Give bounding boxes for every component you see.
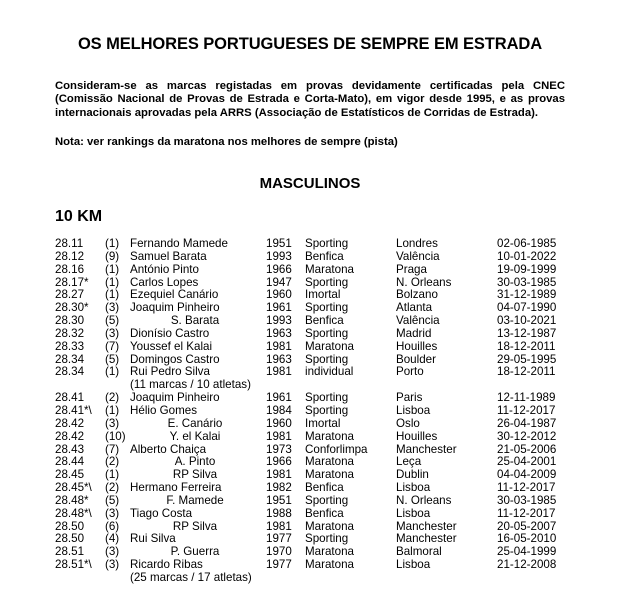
club-cell: individual bbox=[305, 365, 354, 379]
table-row bbox=[0, 251, 620, 264]
club-cell: Imortal bbox=[305, 416, 341, 430]
birth-year-cell: 1966 bbox=[266, 262, 292, 276]
date-cell: 30-12-2012 bbox=[497, 429, 557, 443]
date-cell: 25-04-2001 bbox=[497, 455, 557, 469]
place-cell: N. Orleans bbox=[396, 493, 452, 507]
club-cell: Maratona bbox=[305, 429, 354, 443]
mark-cell: 28.41*\ bbox=[55, 403, 92, 417]
position-cell: (6) bbox=[105, 519, 120, 533]
position-cell: (3) bbox=[105, 326, 120, 340]
position-cell: (5) bbox=[105, 314, 120, 328]
place-cell: Balmoral bbox=[396, 545, 442, 559]
place-cell: Praga bbox=[396, 262, 427, 276]
athlete-name-cell: Youssef el Kalai bbox=[130, 339, 213, 353]
position-cell: (5) bbox=[105, 493, 120, 507]
position-cell: (3) bbox=[105, 558, 120, 572]
club-cell: Sporting bbox=[305, 352, 349, 366]
table-row bbox=[0, 264, 620, 277]
birth-year-cell: 1961 bbox=[266, 391, 292, 405]
club-cell: Sporting bbox=[305, 301, 349, 315]
athlete-name-cell: RP Silva bbox=[172, 519, 218, 533]
club-cell: Sporting bbox=[305, 326, 349, 340]
birth-year-cell: 1981 bbox=[266, 339, 292, 353]
mark-cell: 28.44 bbox=[55, 455, 85, 469]
position-cell: (4) bbox=[105, 532, 120, 546]
mark-cell: 28.48* bbox=[55, 493, 89, 507]
place-cell: Leça bbox=[396, 455, 422, 469]
birth-year-cell: 1951 bbox=[266, 493, 292, 507]
position-cell: (3) bbox=[105, 506, 120, 520]
date-cell: 02-06-1985 bbox=[497, 237, 557, 250]
date-cell: 30-03-1985 bbox=[497, 493, 557, 507]
mark-cell: 28.12 bbox=[55, 249, 85, 263]
club-cell: Maratona bbox=[305, 558, 354, 572]
date-cell: 31-12-1989 bbox=[497, 288, 557, 302]
mark-cell: 28.41 bbox=[55, 391, 85, 405]
date-cell: 16-05-2010 bbox=[497, 532, 557, 546]
rankings-table bbox=[0, 238, 620, 585]
birth-year-cell: 1982 bbox=[266, 481, 292, 495]
rankings-group-2 bbox=[0, 392, 620, 572]
club-cell: Benfica bbox=[305, 506, 344, 520]
position-cell: (1) bbox=[105, 275, 120, 289]
mark-cell: 28.11 bbox=[55, 237, 84, 250]
position-cell: (1) bbox=[105, 468, 120, 482]
mark-cell: 28.50 bbox=[55, 532, 85, 546]
position-cell: (1) bbox=[105, 262, 120, 276]
club-cell: Sporting bbox=[305, 493, 349, 507]
date-cell: 11-12-2017 bbox=[497, 403, 556, 417]
place-cell: Bolzano bbox=[396, 288, 438, 302]
date-cell: 25-04-1999 bbox=[497, 545, 557, 559]
club-cell: Conforlimpa bbox=[305, 442, 368, 456]
place-cell: Lisboa bbox=[396, 403, 431, 417]
date-cell: 19-09-1999 bbox=[497, 262, 557, 276]
mark-cell: 28.16 bbox=[55, 262, 85, 276]
club-cell: Maratona bbox=[305, 545, 354, 559]
place-cell: Dublin bbox=[396, 468, 429, 482]
athlete-name-cell: António Pinto bbox=[130, 262, 199, 276]
position-cell: (1) bbox=[105, 237, 120, 250]
place-cell: Boulder bbox=[396, 352, 436, 366]
date-cell: 13-12-1987 bbox=[497, 326, 557, 340]
mark-cell: 28.30 bbox=[55, 314, 85, 328]
athlete-name-cell: Rui Pedro Silva bbox=[130, 365, 210, 379]
club-cell: Benfica bbox=[305, 249, 344, 263]
mark-cell: 28.50 bbox=[55, 519, 85, 533]
place-cell: Oslo bbox=[396, 416, 420, 430]
position-cell: (2) bbox=[105, 455, 120, 469]
mark-cell: 28.51*\ bbox=[55, 558, 92, 572]
table-row bbox=[0, 559, 620, 572]
birth-year-cell: 1960 bbox=[266, 288, 292, 302]
club-cell: Maratona bbox=[305, 468, 354, 482]
mark-cell: 28.32 bbox=[55, 326, 85, 340]
date-cell: 18-12-2011 bbox=[497, 339, 556, 353]
date-cell: 11-12-2017 bbox=[497, 481, 556, 495]
position-cell: (3) bbox=[105, 416, 120, 430]
club-cell: Sporting bbox=[305, 391, 349, 405]
athlete-name-cell: Fernando Mamede bbox=[130, 237, 228, 250]
athlete-name-cell: Joaquim Pinheiro bbox=[130, 391, 220, 405]
athlete-name-cell: Carlos Lopes bbox=[130, 275, 199, 289]
position-cell: (3) bbox=[105, 301, 120, 315]
athlete-name-cell: P. Guerra bbox=[170, 545, 220, 559]
place-cell: N. Orleans bbox=[396, 275, 452, 289]
athlete-name-cell: Samuel Barata bbox=[130, 249, 207, 263]
mark-cell: 28.17* bbox=[55, 275, 89, 289]
table-row bbox=[0, 508, 620, 521]
athlete-name-cell: Y. el Kalai bbox=[169, 429, 221, 443]
position-cell: (1) bbox=[105, 365, 120, 379]
date-cell: 10-01-2022 bbox=[497, 249, 557, 263]
table-row bbox=[0, 495, 620, 508]
intro-paragraph: Consideram-se as marcas registadas em provas devidamente certificadas pela CNEC (Comissão Nacional de Provas de Estrada e Corta-Mato), em vigor desde 1995, e as provas internacionais aprovadas pela ARRS (Associação de Estatísticos de Corridas de Estrada). bbox=[55, 80, 565, 119]
birth-year-cell: 1970 bbox=[266, 545, 292, 559]
birth-year-cell: 1984 bbox=[266, 403, 292, 417]
club-cell: Benfica bbox=[305, 314, 344, 328]
table-row bbox=[0, 418, 620, 431]
birth-year-cell: 1993 bbox=[266, 314, 292, 328]
club-cell: Maratona bbox=[305, 519, 354, 533]
position-cell: (7) bbox=[105, 442, 120, 456]
birth-year-cell: 1981 bbox=[266, 365, 292, 379]
place-cell: Houilles bbox=[396, 429, 438, 443]
birth-year-cell: 1961 bbox=[266, 301, 292, 315]
mark-cell: 28.34 bbox=[55, 365, 85, 379]
date-cell: 18-12-2011 bbox=[497, 365, 556, 379]
place-cell: Lisboa bbox=[396, 481, 431, 495]
mark-cell: 28.45 bbox=[55, 468, 85, 482]
date-cell: 11-12-2017 bbox=[497, 506, 556, 520]
athlete-name-cell: Ricardo Ribas bbox=[130, 558, 203, 572]
place-cell: Madrid bbox=[396, 326, 432, 340]
date-cell: 20-05-2007 bbox=[497, 519, 557, 533]
birth-year-cell: 1960 bbox=[266, 416, 292, 430]
mark-cell: 28.42 bbox=[55, 416, 85, 430]
group-1-summary: (11 marcas / 10 atletas) bbox=[130, 378, 251, 392]
date-cell: 03-10-2021 bbox=[497, 314, 557, 328]
birth-year-cell: 1981 bbox=[266, 519, 292, 533]
date-cell: 21-12-2008 bbox=[497, 558, 557, 572]
athlete-name-cell: RP Silva bbox=[172, 468, 218, 482]
club-cell: Sporting bbox=[305, 403, 349, 417]
table-row bbox=[0, 482, 620, 495]
club-cell: Imortal bbox=[305, 288, 341, 302]
mark-cell: 28.45*\ bbox=[55, 481, 92, 495]
birth-year-cell: 1977 bbox=[266, 558, 292, 572]
place-cell: Manchester bbox=[396, 442, 457, 456]
birth-year-cell: 1981 bbox=[266, 429, 292, 443]
date-cell: 04-07-1990 bbox=[497, 301, 557, 315]
mark-cell: 28.43 bbox=[55, 442, 85, 456]
athlete-name-cell: A. Pinto bbox=[174, 455, 216, 469]
note-text: Nota: ver rankings da maratona nos melhores de sempre (pista) bbox=[55, 136, 398, 148]
place-cell: Valência bbox=[396, 249, 440, 263]
athlete-name-cell: Ezequiel Canário bbox=[130, 288, 219, 302]
athlete-name-cell: Hélio Gomes bbox=[130, 403, 198, 417]
club-cell: Benfica bbox=[305, 481, 344, 495]
mark-cell: 28.51 bbox=[55, 545, 85, 559]
athlete-name-cell: Dionísio Castro bbox=[130, 326, 210, 340]
club-cell: Sporting bbox=[305, 237, 349, 250]
date-cell: 30-03-1985 bbox=[497, 275, 557, 289]
position-cell: (10) bbox=[105, 429, 126, 443]
club-cell: Maratona bbox=[305, 455, 354, 469]
athlete-name-cell: Domingos Castro bbox=[130, 352, 220, 366]
club-cell: Maratona bbox=[305, 262, 354, 276]
place-cell: Manchester bbox=[396, 519, 457, 533]
event-heading-10km: 10 KM bbox=[55, 208, 103, 225]
position-cell: (5) bbox=[105, 352, 120, 366]
group-summary bbox=[0, 572, 620, 585]
place-cell: Houilles bbox=[396, 339, 438, 353]
page-title: OS MELHORES PORTUGUESES DE SEMPRE EM ESTRADA bbox=[77, 35, 543, 53]
birth-year-cell: 1973 bbox=[266, 442, 292, 456]
table-row bbox=[0, 315, 620, 328]
mark-cell: 28.30* bbox=[55, 301, 89, 315]
position-cell: (2) bbox=[105, 391, 120, 405]
table-row bbox=[0, 328, 620, 341]
athlete-name-cell: Joaquim Pinheiro bbox=[130, 301, 220, 315]
table-row bbox=[0, 405, 620, 418]
athlete-name-cell: Tiago Costa bbox=[130, 506, 193, 520]
table-row bbox=[0, 238, 620, 251]
birth-year-cell: 1951 bbox=[266, 237, 292, 250]
birth-year-cell: 1963 bbox=[266, 352, 292, 366]
date-cell: 04-04-2009 bbox=[497, 468, 557, 482]
birth-year-cell: 1993 bbox=[266, 249, 292, 263]
table-row bbox=[0, 431, 620, 444]
athlete-name-cell: F. Mamede bbox=[166, 493, 224, 507]
birth-year-cell: 1947 bbox=[266, 275, 292, 289]
position-cell: (1) bbox=[105, 403, 120, 417]
table-row bbox=[0, 366, 620, 379]
club-cell: Sporting bbox=[305, 532, 349, 546]
table-row bbox=[0, 341, 620, 354]
birth-year-cell: 1988 bbox=[266, 506, 292, 520]
place-cell: Lisboa bbox=[396, 558, 431, 572]
section-heading-masculinos: MASCULINOS bbox=[259, 175, 361, 192]
club-cell: Sporting bbox=[305, 275, 349, 289]
date-cell: 21-05-2006 bbox=[497, 442, 557, 456]
position-cell: (1) bbox=[105, 288, 120, 302]
position-cell: (2) bbox=[105, 481, 120, 495]
birth-year-cell: 1981 bbox=[266, 468, 292, 482]
place-cell: Paris bbox=[396, 391, 423, 405]
birth-year-cell: 1977 bbox=[266, 532, 292, 546]
date-cell: 12-11-1989 bbox=[497, 391, 556, 405]
place-cell: Porto bbox=[396, 365, 424, 379]
mark-cell: 28.27 bbox=[55, 288, 85, 302]
mark-cell: 28.48*\ bbox=[55, 506, 92, 520]
athlete-name-cell: Hermano Ferreira bbox=[130, 481, 222, 495]
athlete-name-cell: S. Barata bbox=[170, 314, 220, 328]
group-2-summary: (25 marcas / 17 atletas) bbox=[130, 570, 252, 584]
mark-cell: 28.33 bbox=[55, 339, 85, 353]
position-cell: (7) bbox=[105, 339, 120, 353]
place-cell: Valência bbox=[396, 314, 440, 328]
birth-year-cell: 1963 bbox=[266, 326, 292, 340]
place-cell: Londres bbox=[396, 237, 438, 250]
position-cell: (3) bbox=[105, 545, 120, 559]
birth-year-cell: 1966 bbox=[266, 455, 292, 469]
place-cell: Manchester bbox=[396, 532, 457, 546]
mark-cell: 28.34 bbox=[55, 352, 85, 366]
position-cell: (9) bbox=[105, 249, 120, 263]
place-cell: Lisboa bbox=[396, 506, 431, 520]
club-cell: Maratona bbox=[305, 339, 354, 353]
date-cell: 26-04-1987 bbox=[497, 416, 557, 430]
place-cell: Atlanta bbox=[396, 301, 433, 315]
athlete-name-cell: E. Canário bbox=[167, 416, 223, 430]
athlete-name-cell: Alberto Chaiça bbox=[130, 442, 207, 456]
mark-cell: 28.42 bbox=[55, 429, 85, 443]
date-cell: 29-05-1995 bbox=[497, 352, 557, 366]
athlete-name-cell: Rui Silva bbox=[130, 532, 176, 546]
rankings-group-1 bbox=[0, 238, 620, 379]
